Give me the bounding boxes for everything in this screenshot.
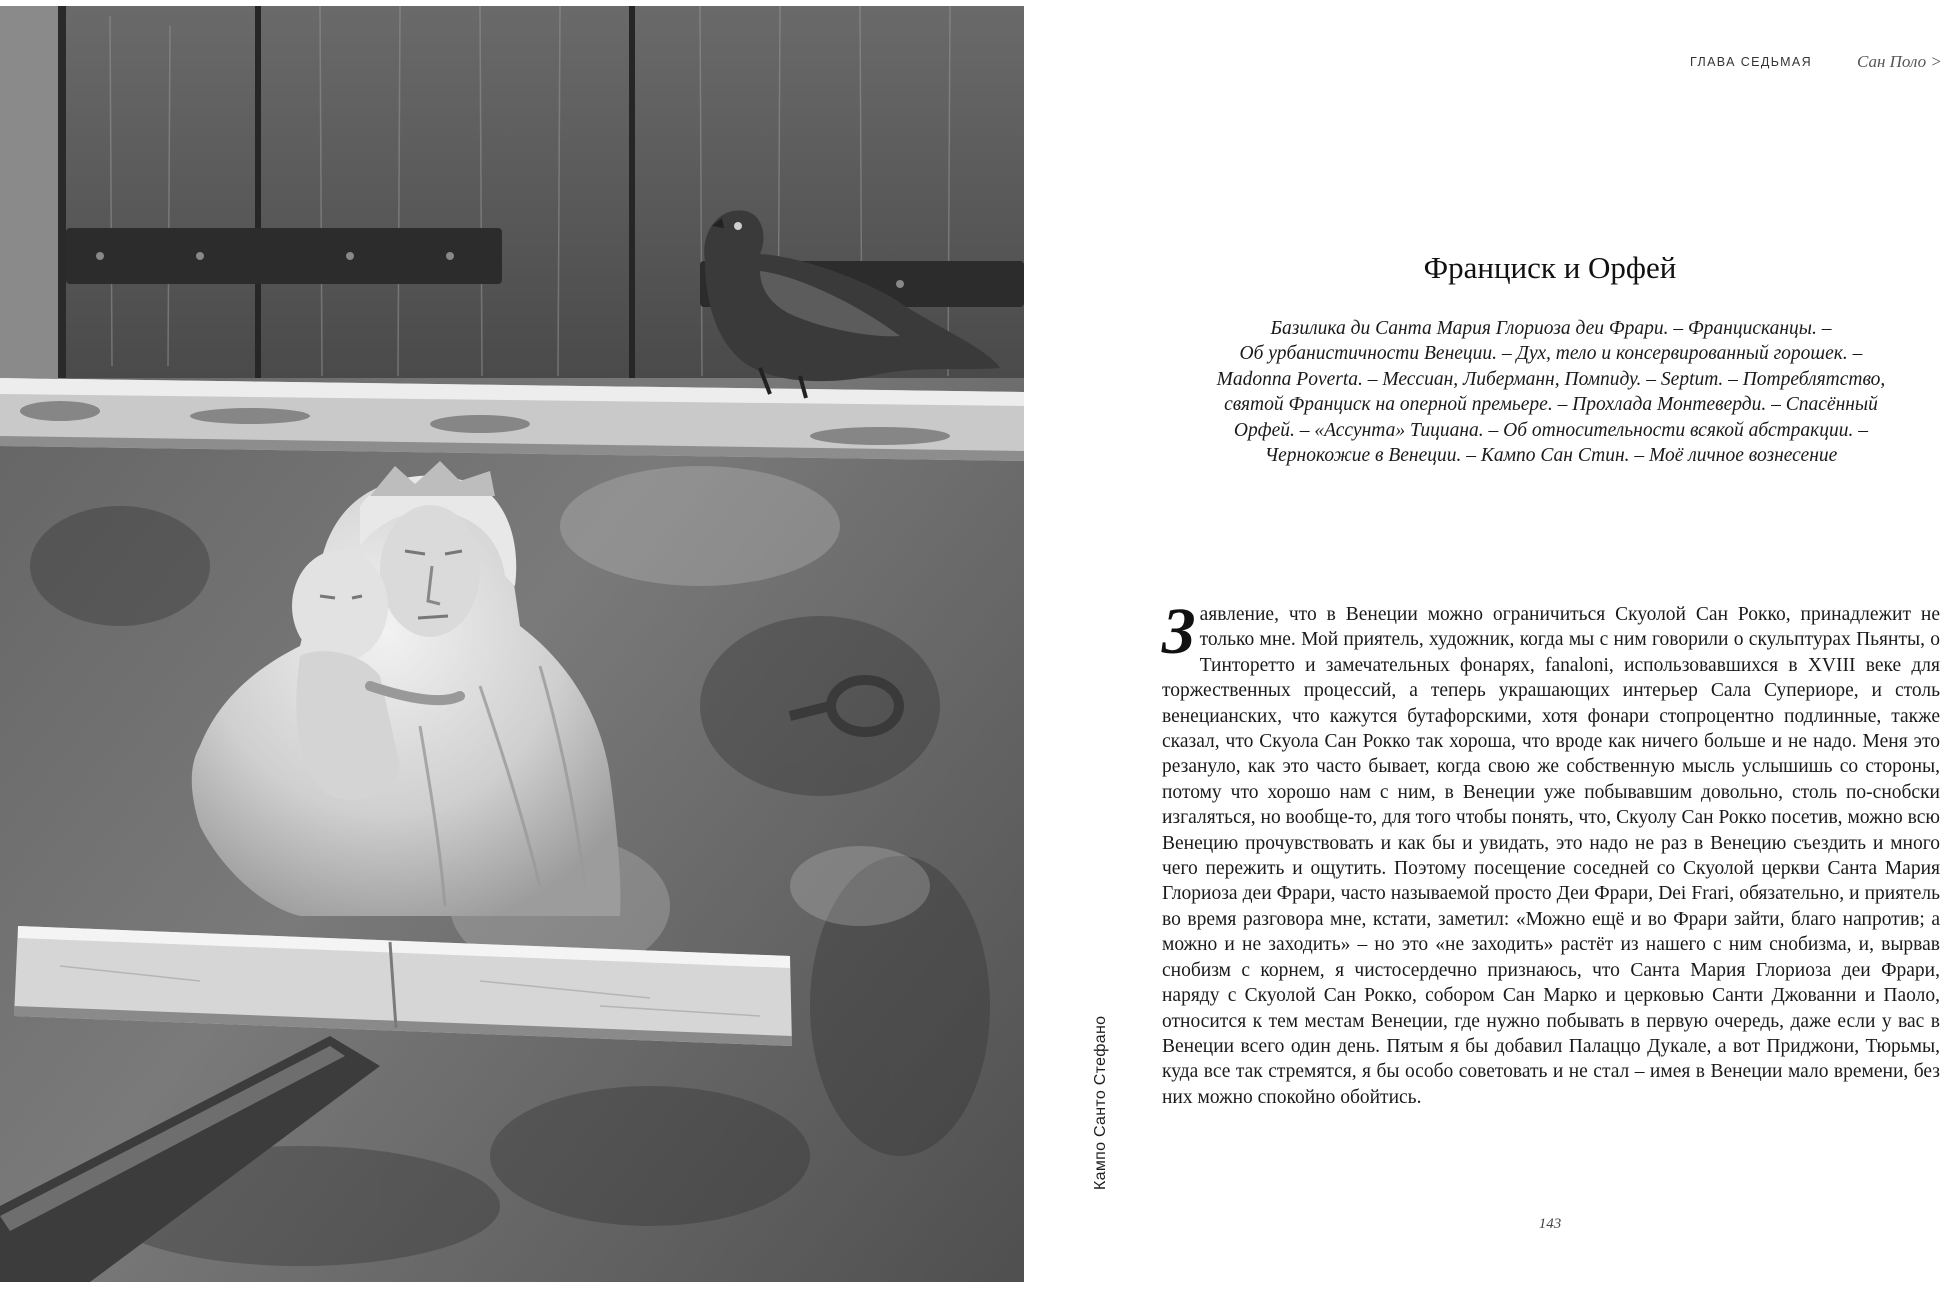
photograph [0, 6, 1024, 1282]
synopsis-line: Чернокожие в Венеции. – Кампо Сан Стин. – Моё личное вознесение [1264, 445, 1838, 467]
photo-illustration [0, 6, 1024, 1282]
photo-caption-text: Кампо Санто Стефано [1092, 1015, 1109, 1190]
body-paragraph [1162, 595, 1940, 1110]
photo-caption [1086, 1015, 1116, 1190]
chapter-title: Франциск и Орфей [1423, 250, 1677, 285]
page-number: 143 [1538, 1216, 1562, 1232]
synopsis-line: Базилика ди Санта Мария Глориоза деи Фрари. – Францисканцы. – [1270, 318, 1832, 339]
synopsis-line: святой Франциск на оперной премьере. – Прохлада Монтеверди. – Спасённый [1224, 394, 1878, 416]
chapter-synopsis [1162, 316, 1940, 468]
synopsis-line: Об урбанистичности Венеции. – Дух, тело и консервированный горошек. – [1239, 343, 1863, 365]
chapter-label: ГЛАВА СЕДЬМАЯ [1690, 55, 1813, 69]
synopsis-line: Madonna Poverta. – Мессиан, Либерманн, Помпиду. – Septum. – Потреблятство, [1216, 368, 1886, 390]
synopsis-line: Орфей. – «Ассунта» Тициана. – Об относительности всякой абстракции. – [1233, 419, 1869, 441]
drop-cap: З [1162, 595, 1196, 668]
section-label: Сан Поло > [1857, 52, 1942, 71]
body-text: аявление, что в Венеции можно ограничиться Скуолой Сан Рокко, принадлежит не только мне. Мой приятель, художник, когда мы с ним говорили о скульптурах Пьянты, о Тинторетто и замечательных фонарях, fanaloni, использовавшихся в XVIII веке для торжественных процессий, а теперь украшающих интерьер Сала Супериоре, и столь венецианских, что кажутся бутафорскими, хотя фонари стопроцентно подлинные, также сказал, что Скуола Сан Рокко так хороша, что вроде как ничего больше и не надо. Меня это резануло, как это часто бывает, когда свою же собственную мысль услышишь со стороны, потому что хорошо нам с ним, в Венеции уже побывавшим довольно, столь по-снобски изгаляться, но вообще-то, для того чтобы понять, что, Скуолу Сан Рокко посетив, можно всю Венецию прочувствовать и как бы и увидать, это надо не раз в Венецию съездить и много чего пережить и ощутить. Поэтому посещение соседней со Скуолой церкви Санта Мария Глориоза деи Фрари, часто называемой просто Деи Фрари, Dei Frari, обязательно, и приятель во время разговора мне, кстати, заметил: «Можно ещё и во Фрари зайти, благо напротив; а можно и не заходить» – но это «не заходить» растёт из нашего с ним снобизма, и, вырвав снобизм с корнем, я чистосердечно признаюсь, что Санта Мария Глориоза деи Фрари, наряду с Скуолой Сан Рокко, собором Сан Марко и церковью Санти Джованни и Паоло, относится к тем местам Венеции, где нужно побывать в первую очередь, даже если у вас в Венеции всего один день. Пятым я бы добавил Палаццо Дукале, а вот Приджони, Тюрьмы, куда все так стремятся, я бы особо советовать и не стал – имея в Венеции мало времени, без них можно спокойно обойтись. [1162, 604, 1940, 1108]
running-head [1650, 52, 1940, 76]
